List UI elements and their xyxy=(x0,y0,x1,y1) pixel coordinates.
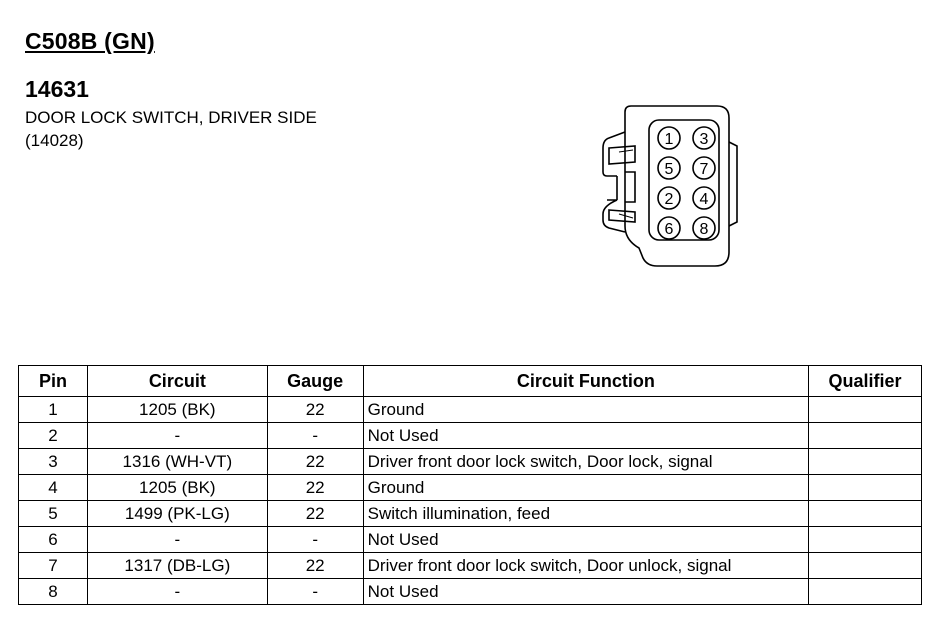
circuit-cell: - xyxy=(87,579,267,605)
component-reference: (14028) xyxy=(25,131,84,150)
circuit-cell: 1205 (BK) xyxy=(87,397,267,423)
qualifier-cell xyxy=(809,527,922,553)
connector-code: C508B (GN) xyxy=(25,28,155,54)
table-row xyxy=(19,579,922,605)
gauge-cell: - xyxy=(267,579,363,605)
table-row xyxy=(19,501,922,527)
circuit-function-cell: Ground xyxy=(363,475,808,501)
pin-cell: 3 xyxy=(19,449,88,475)
pin-cell: 2 xyxy=(19,423,88,449)
qualifier-cell xyxy=(809,553,922,579)
pin-6-label: 6 xyxy=(664,221,674,238)
column-header-circuit-function: Circuit Function xyxy=(363,366,808,397)
qualifier-cell xyxy=(809,475,922,501)
circuit-function-cell: Switch illumination, feed xyxy=(363,501,808,527)
qualifier-cell xyxy=(809,449,922,475)
circuit-function-cell: Not Used xyxy=(363,423,808,449)
table-row xyxy=(19,397,922,423)
table-row xyxy=(19,449,922,475)
circuit-function-cell: Driver front door lock switch, Door lock, signal xyxy=(363,449,808,475)
table-header-row xyxy=(19,366,922,397)
column-header-gauge: Gauge xyxy=(267,366,363,397)
circuit-function-cell: Not Used xyxy=(363,579,808,605)
gauge-cell: 22 xyxy=(267,449,363,475)
qualifier-cell xyxy=(809,579,922,605)
qualifier-cell xyxy=(809,423,922,449)
component-description: DOOR LOCK SWITCH, DRIVER SIDE xyxy=(25,108,317,127)
pin-7-label: 7 xyxy=(699,161,709,178)
gauge-cell: - xyxy=(267,527,363,553)
pinout-table xyxy=(18,365,922,605)
pin-cell: 7 xyxy=(19,553,88,579)
qualifier-cell xyxy=(809,397,922,423)
pin-5-label: 5 xyxy=(664,161,674,178)
pin-cell: 1 xyxy=(19,397,88,423)
circuit-cell: 1205 (BK) xyxy=(87,475,267,501)
column-header-qualifier: Qualifier xyxy=(809,366,922,397)
table-row xyxy=(19,527,922,553)
qualifier-cell xyxy=(809,501,922,527)
circuit-cell: 1499 (PK-LG) xyxy=(87,501,267,527)
pin-8-label: 8 xyxy=(699,221,709,238)
circuit-function-cell: Driver front door lock switch, Door unlock, signal xyxy=(363,553,808,579)
circuit-cell: 1317 (DB-LG) xyxy=(87,553,267,579)
pin-4-label: 4 xyxy=(699,191,709,208)
circuit-function-cell: Not Used xyxy=(363,527,808,553)
circuit-cell: - xyxy=(87,423,267,449)
pin-1-label: 1 xyxy=(664,131,674,148)
gauge-cell: 22 xyxy=(267,397,363,423)
table-row xyxy=(19,423,922,449)
pin-cell: 6 xyxy=(19,527,88,553)
pin-cell: 4 xyxy=(19,475,88,501)
pin-cell: 5 xyxy=(19,501,88,527)
part-number: 14631 xyxy=(25,76,89,102)
column-header-pin: Pin xyxy=(19,366,88,397)
pin-3-label: 3 xyxy=(699,131,709,148)
pin-2-label: 2 xyxy=(664,191,674,208)
circuit-function-cell: Ground xyxy=(363,397,808,423)
table-row xyxy=(19,553,922,579)
circuit-cell: 1316 (WH-VT) xyxy=(87,449,267,475)
column-header-circuit: Circuit xyxy=(87,366,267,397)
table-row xyxy=(19,475,922,501)
gauge-cell: 22 xyxy=(267,501,363,527)
pin-cell: 8 xyxy=(19,579,88,605)
gauge-cell: 22 xyxy=(267,553,363,579)
connector-face-diagram xyxy=(595,102,745,274)
circuit-cell: - xyxy=(87,527,267,553)
gauge-cell: 22 xyxy=(267,475,363,501)
gauge-cell: - xyxy=(267,423,363,449)
